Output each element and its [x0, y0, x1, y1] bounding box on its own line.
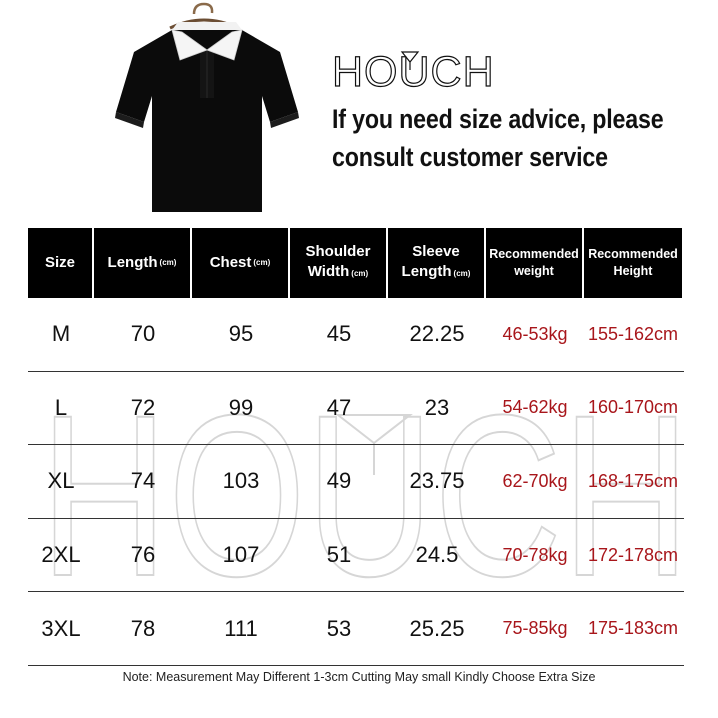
cell-length: 78: [130, 615, 156, 641]
cell-length: 70: [130, 321, 156, 347]
cell-chest: 107: [222, 542, 260, 568]
watermark-text: HOUCH: [40, 395, 690, 590]
advice-line-1: If you need size advice, please: [332, 104, 664, 134]
cell-size: XL: [47, 468, 75, 494]
cell-length: 74: [130, 468, 156, 494]
cell-sleeve: 24.5: [415, 542, 459, 568]
cell-shoulder: 49: [326, 468, 352, 494]
header-sleeve-label-1: Sleeve: [412, 243, 460, 260]
cell-weight: 75-85kg: [502, 618, 568, 639]
header-size: [28, 228, 94, 298]
cell-chest: 99: [228, 394, 254, 420]
header-weight: [486, 228, 584, 298]
cell-shoulder: 47: [326, 394, 352, 420]
measurement-note: Note: Measurement May Different 1-3cm Cutting May small Kindly Choose Extra Size: [122, 670, 596, 684]
cell-sleeve: 25.25: [409, 615, 465, 641]
cell-weight: 46-53kg: [502, 323, 568, 344]
cell-length: 72: [130, 394, 156, 420]
cell-sleeve: 23: [424, 394, 450, 420]
table-row: [28, 592, 684, 666]
header-length: [94, 228, 192, 298]
cell-height: 160-170cm: [587, 397, 679, 418]
polo-shirt-icon: [110, 0, 305, 220]
header-chest: [192, 228, 290, 298]
table-row: [28, 372, 684, 446]
header-shoulder-unit: (cm): [351, 269, 369, 278]
advice-line-2: consult customer service: [332, 142, 608, 172]
table-row: [28, 298, 684, 372]
cell-weight: 70-78kg: [502, 544, 568, 565]
brand-name: HOUCH: [332, 48, 495, 92]
header-shoulder: [290, 228, 388, 298]
cell-height: 172-178cm: [587, 544, 679, 565]
cell-weight: 54-62kg: [502, 397, 568, 418]
header-shoulder-label-1: Shoulder: [305, 243, 371, 260]
header-length-unit: (cm): [159, 258, 177, 267]
product-image: [110, 0, 305, 220]
header-weight-label-2: weight: [514, 264, 554, 278]
cell-length: 76: [130, 542, 156, 568]
header-size-label: Size: [44, 254, 75, 271]
header-chest-unit: (cm): [253, 258, 271, 267]
table-row: [28, 445, 684, 519]
cell-sleeve: 22.25: [409, 321, 465, 347]
header-weight-label-1: Recommended: [489, 247, 579, 261]
cell-height: 155-162cm: [587, 323, 679, 344]
cell-size: 3XL: [41, 615, 81, 641]
table-header: [28, 228, 684, 298]
header-shoulder-label-2: Width: [307, 263, 350, 280]
cell-sleeve: 23.75: [409, 468, 465, 494]
cell-chest: 95: [228, 321, 254, 347]
header-length-label: Length: [107, 254, 158, 271]
header-height-label-2: Height: [613, 264, 653, 278]
cell-shoulder: 51: [326, 542, 352, 568]
cell-weight: 62-70kg: [502, 470, 568, 491]
size-chart-table: [28, 228, 684, 666]
cell-height: 175-183cm: [587, 618, 679, 639]
cell-shoulder: 45: [326, 321, 352, 347]
cell-size: L: [54, 394, 68, 420]
brand-logo: [332, 46, 512, 92]
header-height-label-1: Recommended: [588, 247, 678, 261]
table-row: [28, 519, 684, 593]
header-height: [584, 228, 682, 298]
header-chest-label: Chest: [209, 254, 252, 271]
cell-shoulder: 53: [326, 615, 352, 641]
cell-size: M: [51, 321, 71, 347]
header-sleeve-unit: (cm): [453, 269, 471, 278]
cell-chest: 111: [224, 615, 258, 641]
cell-chest: 103: [222, 468, 260, 494]
cell-height: 168-175cm: [587, 470, 679, 491]
cell-size: 2XL: [41, 542, 81, 568]
size-advice-text: [332, 100, 702, 176]
header-sleeve-label-2: Length: [401, 263, 452, 280]
header-sleeve: [388, 228, 486, 298]
